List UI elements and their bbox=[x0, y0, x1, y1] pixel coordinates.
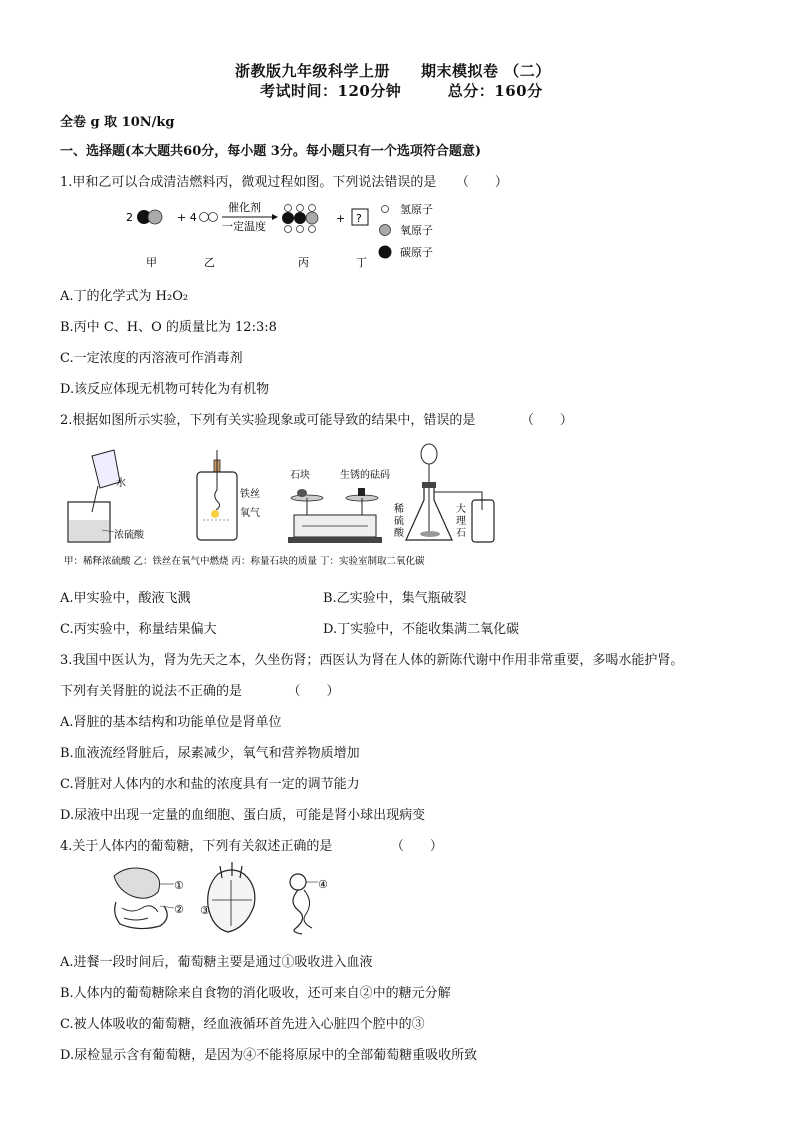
q3-option-a: A.肾脏的基本结构和功能单位是肾单位 bbox=[60, 715, 282, 730]
exam-title: 浙教版九年级科学上册 期末模拟卷 （二） bbox=[235, 62, 551, 80]
q1-catalyst: 催化剂 bbox=[228, 201, 261, 214]
q1-condition: 一定温度 bbox=[222, 220, 266, 233]
q1-option-b: B.丙中 C、H、O 的质量比为 12:3:8 bbox=[60, 320, 277, 335]
q1-stem: 1.甲和乙可以合成清洁燃料丙，微观过程如图。下列说法错误的是 （ ） bbox=[60, 175, 508, 190]
label-stone: 石块 bbox=[290, 470, 310, 481]
arrow-head bbox=[272, 214, 278, 220]
q3-option-c: C.肾脏对人体内的水和盐的浓度具有一定的调节能力 bbox=[60, 777, 360, 792]
legend-c-icon bbox=[379, 246, 392, 259]
q1-option-c: C.一定浓度的丙溶液可作消毒剂 bbox=[60, 351, 243, 366]
heart-drawing bbox=[200, 862, 255, 932]
q2-option-c: C.丙实验中，称量结果偏大 bbox=[60, 622, 217, 637]
marker-3: ③ bbox=[200, 904, 210, 917]
q2-option-b: B.乙实验中，集气瓶破裂 bbox=[323, 591, 467, 606]
q1-coef-jia: 2 bbox=[126, 211, 133, 224]
nephron-drawing bbox=[290, 874, 328, 934]
legend-o: 氧原子 bbox=[400, 224, 433, 237]
q1-option-a: A.丁的化学式为 H₂O₂ bbox=[60, 289, 189, 304]
q3-stem-line1: 3.我国中医认为，肾为先天之本，久坐伤肾；西医认为肾在人体的新陈代谢中作用非常重要，多喝水能护肾。 bbox=[60, 653, 684, 668]
digestive-system-drawing bbox=[114, 868, 184, 929]
label-iron: 铁丝 bbox=[240, 489, 260, 500]
gravity-note: 全卷 g 取 10N/kg bbox=[60, 115, 175, 130]
q4-option-d: D.尿检显示含有葡萄糖，是因为④不能将原尿中的全部葡萄糖重吸收所致 bbox=[60, 1048, 478, 1063]
q3-option-b: B.血液流经肾脏后，尿素减少，氧气和营养物质增加 bbox=[60, 746, 360, 761]
label-acid: 浓硫酸 bbox=[114, 530, 144, 541]
label-ding: 丁 bbox=[356, 256, 367, 269]
legend-o-icon bbox=[380, 225, 391, 236]
q2-option-d: D.丁实验中，不能收集满二氧化碳 bbox=[323, 622, 520, 637]
marker-4: ④ bbox=[318, 878, 328, 891]
q4-option-c: C.被人体吸收的葡萄糖，经血液循环首先进入心脏四个腔中的③ bbox=[60, 1017, 425, 1032]
q2-experiment-figure bbox=[62, 440, 502, 572]
q3-stem-line2: 下列有关肾脏的说法不正确的是 （ ） bbox=[60, 684, 340, 699]
legend-h-icon bbox=[382, 206, 389, 213]
label-marble-2: 理 bbox=[456, 516, 466, 527]
label-dilute-2: 硫 bbox=[394, 516, 404, 527]
legend-c: 碳原子 bbox=[400, 246, 433, 259]
marker-2: ② bbox=[174, 903, 184, 916]
q4-stem: 4.关于人体内的葡萄糖，下列有关叙述正确的是 （ ） bbox=[60, 839, 443, 854]
section-heading: 一、选择题(本大题共60分，每小题 3分。每小题只有一个选项符合题意) bbox=[60, 144, 481, 159]
co2-apparatus bbox=[394, 444, 494, 542]
q2-figure-caption: 甲：稀释浓硫酸 乙：铁丝在氧气中燃烧 丙：称量石块的质量 丁：实验室制取二氧化碳 bbox=[64, 556, 425, 567]
label-jia: 甲 bbox=[146, 256, 157, 269]
label-water: 水 bbox=[116, 478, 126, 489]
q2-stem: 2.根据如图所示实验，下列有关实验现象或可能导致的结果中，错误的是 （ ） bbox=[60, 413, 573, 428]
q3-option-d: D.尿液中出现一定量的血细胞、蛋白质，可能是肾小球出现病变 bbox=[60, 808, 426, 823]
label-bing: 丙 bbox=[298, 256, 309, 269]
hydrogen-atom bbox=[209, 213, 218, 222]
q1-option-d: D.该反应体现无机物可转化为有机物 bbox=[60, 382, 270, 397]
legend-h: 氢原子 bbox=[400, 203, 433, 216]
iron-burning-apparatus bbox=[197, 450, 260, 540]
q4-option-b: B.人体内的葡萄糖除来自食物的消化吸收，还可来自②中的糖元分解 bbox=[60, 986, 451, 1001]
dilution-apparatus bbox=[68, 450, 145, 542]
label-marble-1: 大 bbox=[456, 504, 466, 515]
q2-option-a: A.甲实验中，酸液飞溅 bbox=[60, 591, 191, 606]
label-rusty-weight: 生锈的砝码 bbox=[340, 470, 390, 481]
q1-reaction-figure bbox=[120, 196, 460, 272]
label-yi: 乙 bbox=[204, 256, 215, 269]
q4-anatomy-figure bbox=[108, 862, 348, 936]
q1-plus: + bbox=[336, 212, 346, 225]
exam-meta: 考试时间：120分钟 总分：160分 bbox=[260, 82, 543, 100]
label-oxygen: 氧气 bbox=[240, 508, 260, 519]
label-dilute-1: 稀 bbox=[394, 504, 404, 515]
q1-unknown: ? bbox=[356, 212, 362, 225]
hydrogen-atom bbox=[200, 213, 209, 222]
oxygen-atom bbox=[148, 210, 162, 224]
balance-apparatus bbox=[288, 468, 390, 543]
label-marble-3: 石 bbox=[456, 528, 466, 539]
q1-coef-yi: + 4 bbox=[177, 211, 197, 224]
marker-1: ① bbox=[174, 879, 184, 892]
q4-option-a: A.进餐一段时间后，葡萄糖主要是通过①吸收进入血液 bbox=[60, 955, 373, 970]
label-dilute-3: 酸 bbox=[394, 528, 404, 539]
